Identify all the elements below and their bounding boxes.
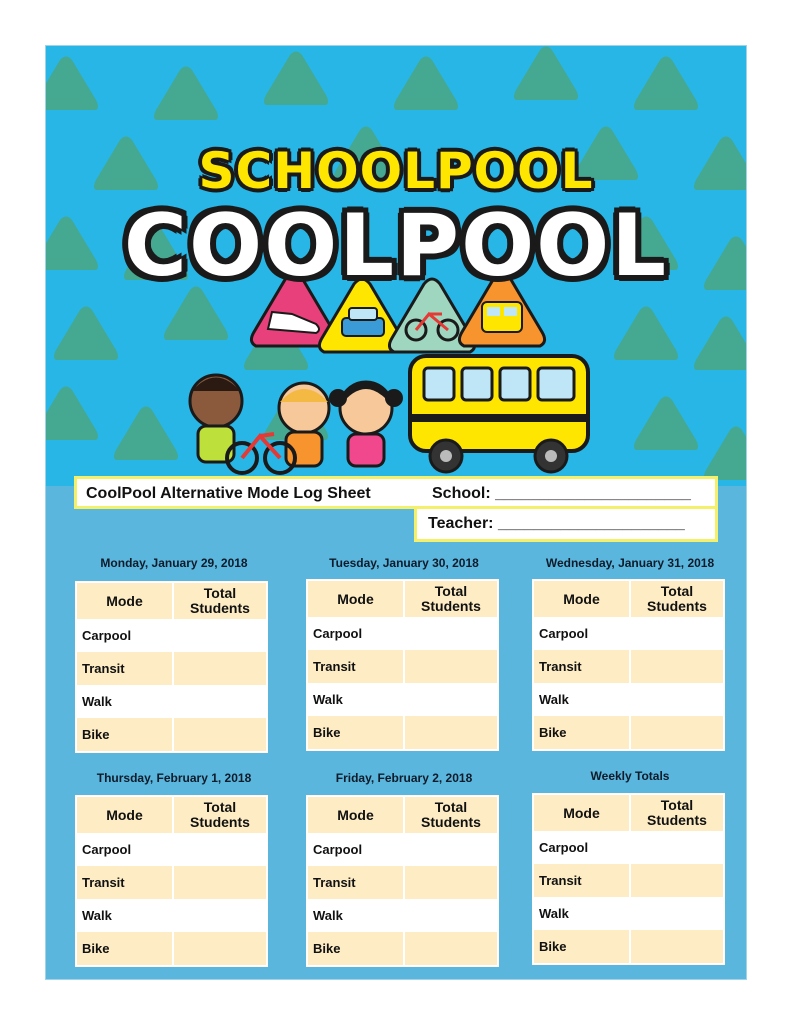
count-cell[interactable] bbox=[404, 866, 498, 899]
total-header: Total Students bbox=[173, 582, 267, 619]
mode-cell: Bike bbox=[307, 716, 404, 750]
mode-cell: Walk bbox=[539, 692, 569, 707]
table-row bbox=[76, 718, 267, 752]
table-row bbox=[307, 932, 498, 966]
count-cell[interactable] bbox=[630, 864, 724, 897]
day-label-tuesday: Tuesday, January 30, 2018 bbox=[329, 556, 479, 570]
table-row bbox=[533, 650, 724, 683]
count-cell[interactable] bbox=[404, 683, 498, 716]
day-label-friday: Friday, February 2, 2018 bbox=[335, 771, 473, 785]
kids-illustration bbox=[190, 375, 403, 473]
log-table-friday bbox=[306, 795, 499, 967]
mode-cell: Bike bbox=[533, 930, 630, 964]
table-header-row bbox=[76, 796, 267, 833]
total-header: Total Students bbox=[404, 580, 498, 617]
mode-cell: Walk bbox=[313, 692, 343, 707]
mode-cell: Transit bbox=[307, 650, 404, 683]
count-cell[interactable] bbox=[404, 716, 498, 750]
day-label-monday: Monday, January 29, 2018 bbox=[100, 556, 248, 570]
mode-header: Mode bbox=[76, 796, 173, 833]
logo-coolpool: COOLPOOL bbox=[123, 196, 669, 296]
title-bar bbox=[74, 476, 718, 509]
mode-cell: Transit bbox=[307, 866, 404, 899]
table-header-row bbox=[76, 582, 267, 619]
table-row bbox=[307, 716, 498, 750]
school-bus-illustration bbox=[410, 356, 588, 472]
mode-cell: Walk bbox=[539, 906, 569, 921]
table-header-row bbox=[307, 580, 498, 617]
table-row bbox=[76, 833, 267, 866]
mode-cell: Bike bbox=[533, 716, 630, 750]
mode-cell: Bike bbox=[76, 718, 173, 752]
table-row bbox=[533, 930, 724, 964]
count-cell[interactable] bbox=[630, 683, 724, 716]
count-cell[interactable] bbox=[630, 650, 724, 683]
table-row bbox=[76, 899, 267, 932]
count-cell[interactable] bbox=[630, 930, 724, 964]
table-row bbox=[76, 619, 267, 652]
table-row bbox=[307, 833, 498, 866]
count-cell[interactable] bbox=[173, 866, 267, 899]
mode-cell: Carpool bbox=[539, 840, 589, 855]
count-cell[interactable] bbox=[173, 932, 267, 966]
mode-cell: Walk bbox=[82, 694, 112, 709]
table-header-row bbox=[533, 794, 724, 831]
table-row bbox=[76, 652, 267, 685]
teacher-bar bbox=[414, 509, 718, 542]
table-row bbox=[307, 617, 498, 650]
mode-cell: Carpool bbox=[82, 842, 132, 857]
count-cell[interactable] bbox=[630, 617, 724, 650]
table-row bbox=[533, 716, 724, 750]
mode-cell: Walk bbox=[313, 908, 343, 923]
table-row bbox=[307, 683, 498, 716]
count-cell[interactable] bbox=[173, 652, 267, 685]
log-table-weekly-totals bbox=[532, 793, 725, 965]
table-header-row bbox=[533, 580, 724, 617]
table-row bbox=[307, 899, 498, 932]
mode-cell: Transit bbox=[533, 864, 630, 897]
mode-cell: Walk bbox=[82, 908, 112, 923]
total-header: Total Students bbox=[630, 580, 724, 617]
total-header: Total Students bbox=[173, 796, 267, 833]
day-label-wednesday: Wednesday, January 31, 2018 bbox=[545, 556, 715, 570]
table-row bbox=[533, 683, 724, 716]
mode-cell: Transit bbox=[76, 866, 173, 899]
table-row bbox=[76, 866, 267, 899]
count-cell[interactable] bbox=[173, 833, 267, 866]
table-row bbox=[307, 650, 498, 683]
table-header-row bbox=[307, 796, 498, 833]
log-sheet bbox=[45, 45, 747, 980]
mode-cell: Carpool bbox=[313, 842, 363, 857]
mode-cell: Carpool bbox=[313, 626, 363, 641]
logo-schoolpool: SCHOOLPOOL bbox=[198, 142, 594, 200]
total-header: Total Students bbox=[404, 796, 498, 833]
table-row bbox=[533, 831, 724, 864]
count-cell[interactable] bbox=[630, 897, 724, 930]
mode-cell: Transit bbox=[533, 650, 630, 683]
mode-header: Mode bbox=[533, 580, 630, 617]
mode-header: Mode bbox=[533, 794, 630, 831]
count-cell[interactable] bbox=[404, 833, 498, 866]
count-cell[interactable] bbox=[173, 718, 267, 752]
table-row bbox=[307, 866, 498, 899]
count-cell[interactable] bbox=[404, 932, 498, 966]
school-field[interactable]: School: ______________________ bbox=[432, 485, 691, 502]
log-table-monday bbox=[75, 581, 268, 753]
log-table-thursday bbox=[75, 795, 268, 967]
day-label-thursday: Thursday, February 1, 2018 bbox=[96, 771, 252, 785]
table-row bbox=[533, 897, 724, 930]
mode-header: Mode bbox=[76, 582, 173, 619]
count-cell[interactable] bbox=[404, 899, 498, 932]
count-cell[interactable] bbox=[630, 716, 724, 750]
count-cell[interactable] bbox=[404, 650, 498, 683]
count-cell[interactable] bbox=[173, 619, 267, 652]
count-cell[interactable] bbox=[630, 831, 724, 864]
day-label-weekly-totals: Weekly Totals bbox=[590, 769, 670, 783]
mode-cell: Carpool bbox=[82, 628, 132, 643]
count-cell[interactable] bbox=[404, 617, 498, 650]
log-table-wednesday bbox=[532, 579, 725, 751]
mode-cell: Carpool bbox=[539, 626, 589, 641]
table-row bbox=[76, 685, 267, 718]
mode-header: Mode bbox=[307, 580, 404, 617]
mode-cell: Transit bbox=[76, 652, 173, 685]
table-row bbox=[76, 932, 267, 966]
table-row bbox=[533, 864, 724, 897]
table-row bbox=[533, 617, 724, 650]
total-header: Total Students bbox=[630, 794, 724, 831]
mode-cell: Bike bbox=[307, 932, 404, 966]
teacher-field[interactable]: Teacher: _____________________ bbox=[428, 515, 685, 532]
banner bbox=[46, 46, 746, 486]
count-cell[interactable] bbox=[173, 685, 267, 718]
mode-header: Mode bbox=[307, 796, 404, 833]
log-table-tuesday bbox=[306, 579, 499, 751]
count-cell[interactable] bbox=[173, 899, 267, 932]
sheet-title: CoolPool Alternative Mode Log Sheet bbox=[86, 485, 371, 502]
mode-cell: Bike bbox=[76, 932, 173, 966]
